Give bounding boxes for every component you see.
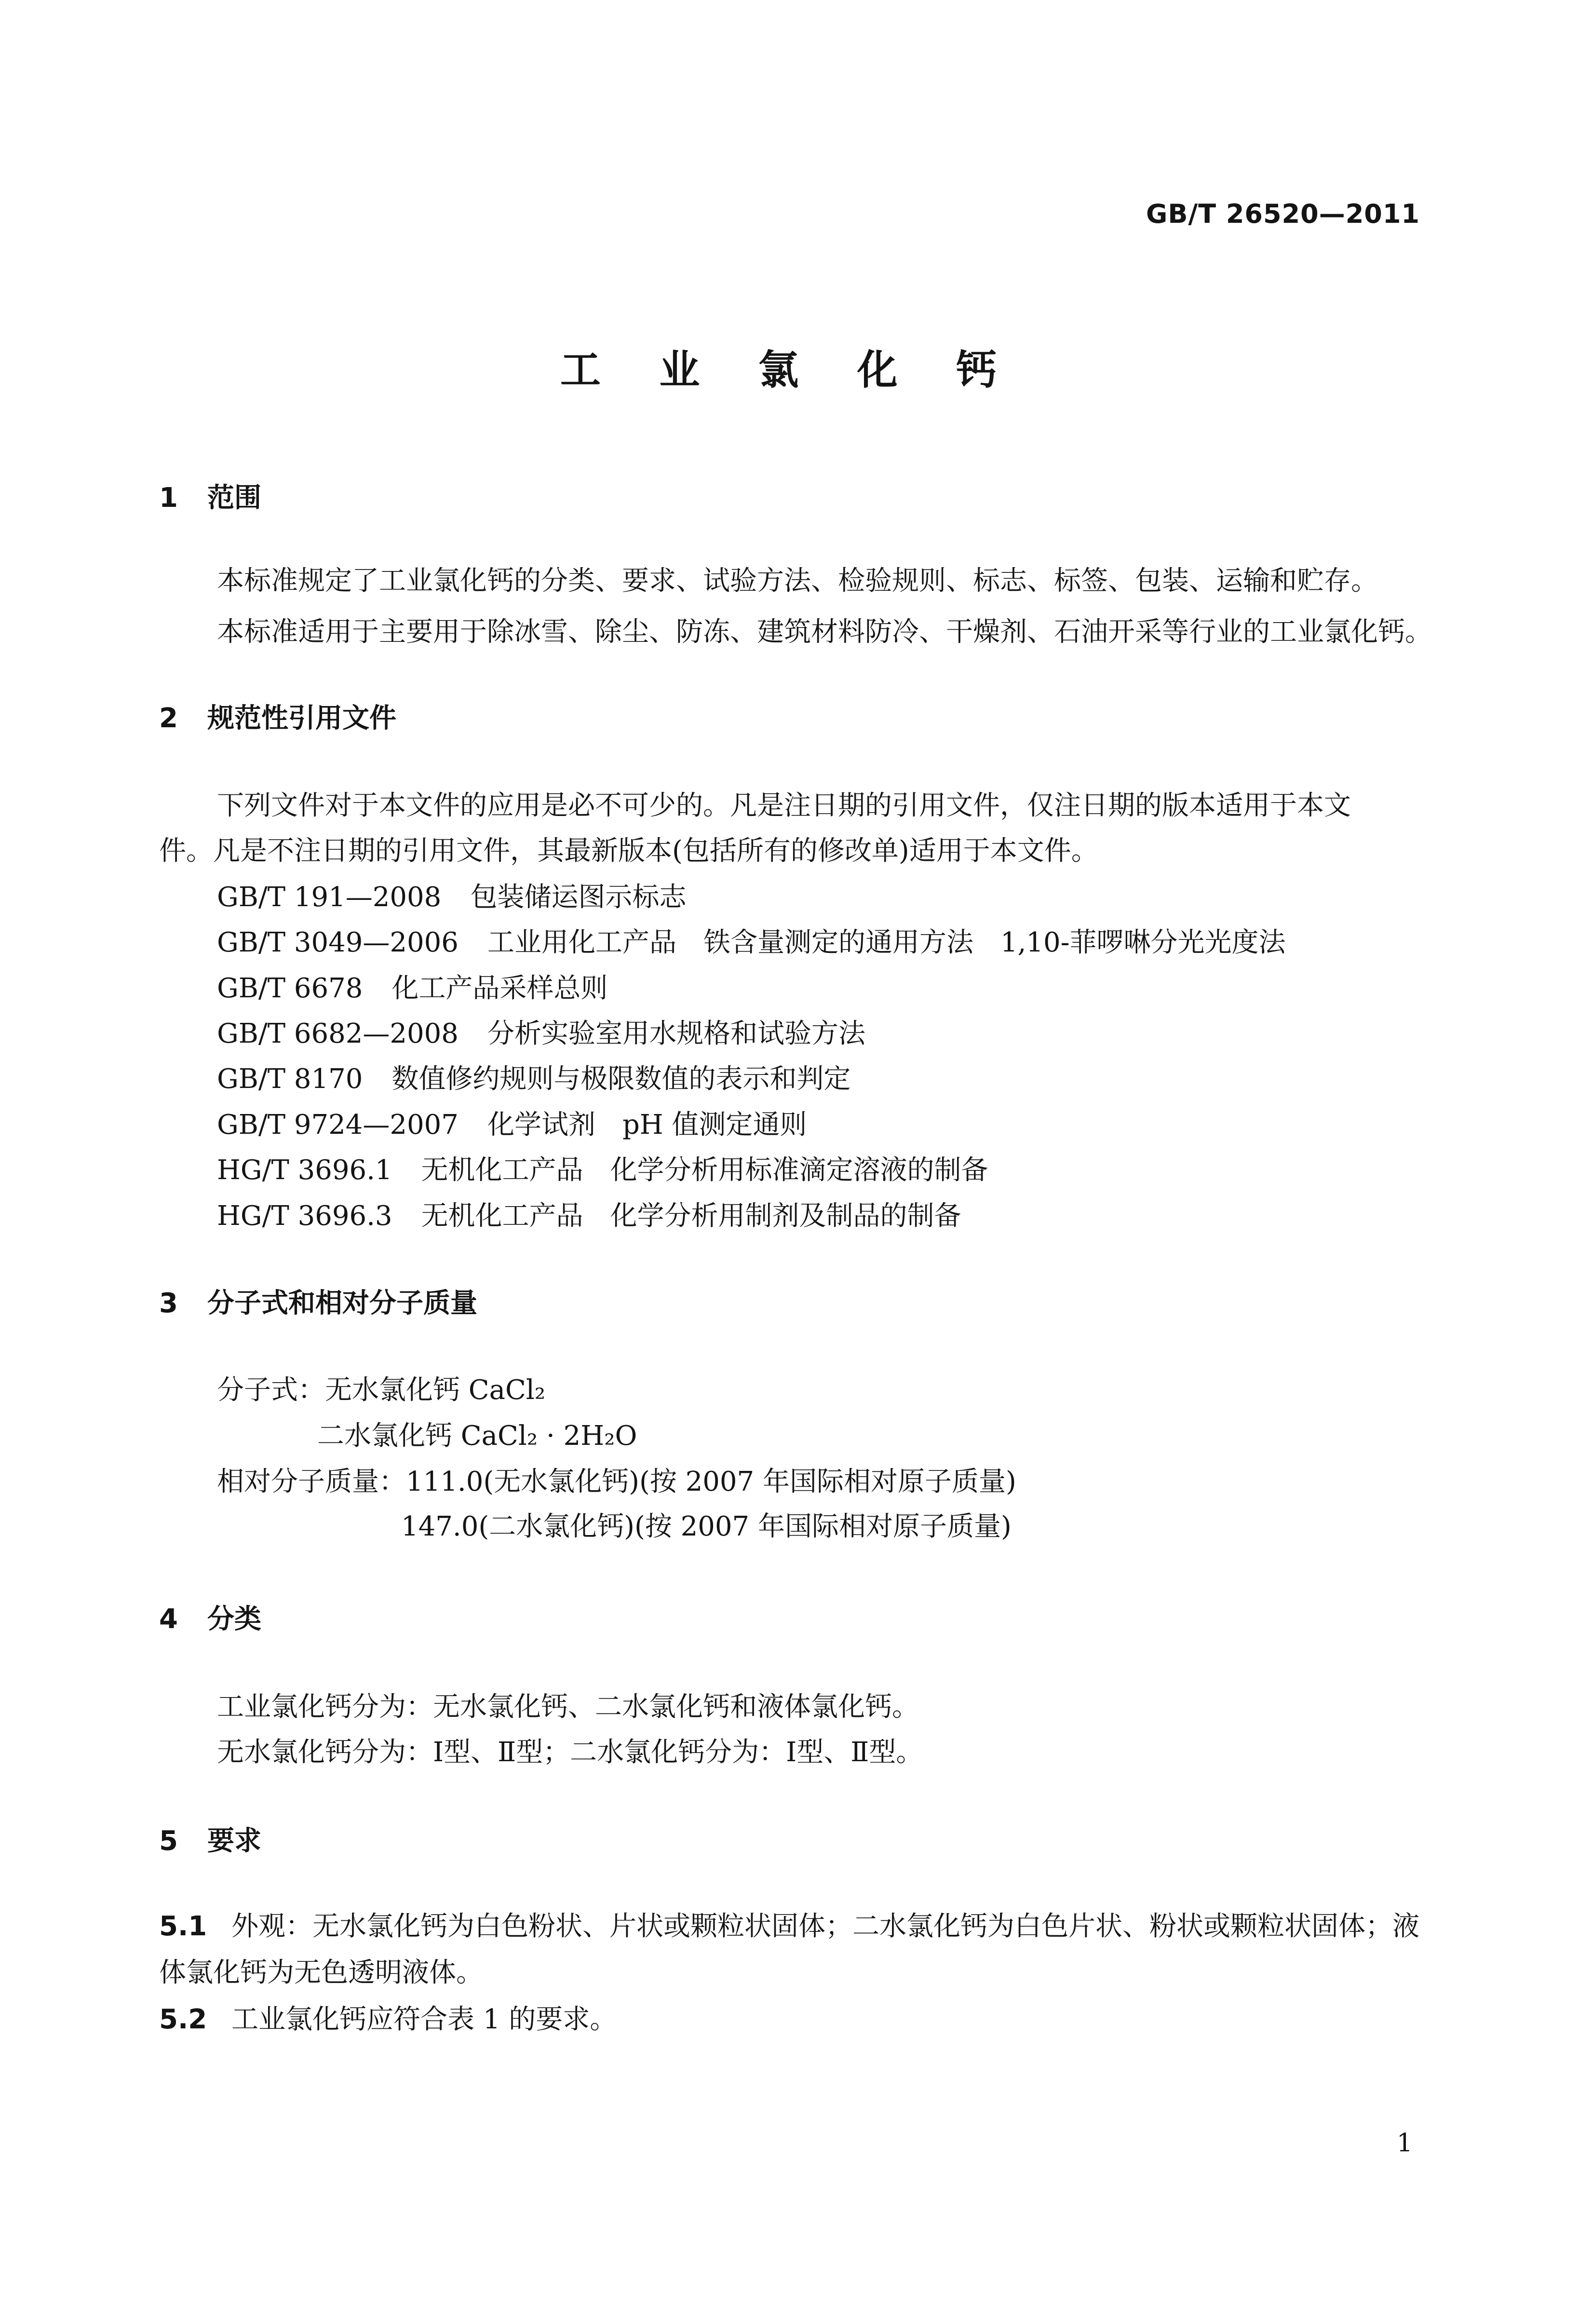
reference-code: GB/T 8170 bbox=[217, 1063, 363, 1095]
section-heading-classification bbox=[159, 1606, 261, 1633]
molar-mass-label: 相对分子质量： bbox=[217, 1466, 406, 1497]
reference-code: HG/T 3696.3 bbox=[217, 1200, 392, 1232]
section-title: 范围 bbox=[207, 482, 261, 514]
reference-code: GB/T 6682—2008 bbox=[217, 1018, 459, 1049]
reference-item bbox=[217, 929, 1286, 956]
reference-title: 工业用化工产品 铁含量测定的通用方法 1,10-菲啰啉分光光度法 bbox=[487, 927, 1286, 958]
section-number: 2 bbox=[159, 703, 178, 734]
reference-item bbox=[217, 1020, 865, 1047]
section-title: 要求 bbox=[207, 1825, 261, 1857]
section-heading-formula bbox=[159, 1290, 477, 1317]
section-number: 5 bbox=[159, 1825, 178, 1857]
reference-item bbox=[217, 1063, 851, 1095]
reference-code: HG/T 3696.1 bbox=[217, 1155, 392, 1186]
formula-anhydrous: 无水氯化钙 CaCl₂ bbox=[325, 1374, 546, 1406]
reference-code: GB/T 3049—2006 bbox=[217, 927, 459, 958]
reference-item bbox=[217, 1200, 961, 1232]
molar-mass-line-anhydrous bbox=[217, 1468, 1016, 1495]
classification-paragraph: 工业氯化钙分为：无水氯化钙、二水氯化钙和液体氯化钙。 bbox=[217, 1691, 919, 1723]
section-heading-scope bbox=[159, 482, 261, 514]
clause-text: 工业氯化钙应符合表 1 的要求。 bbox=[231, 2004, 617, 2035]
reference-title: 无机化工产品 化学分析用制剂及制品的制备 bbox=[421, 1200, 961, 1232]
clause-number: 5.1 bbox=[159, 1911, 207, 1942]
molar-mass-anhydrous: 111.0(无水氯化钙)(按 2007 年国际相对原子质量) bbox=[406, 1466, 1016, 1497]
section-number: 4 bbox=[159, 1604, 178, 1635]
reference-code: GB/T 6678 bbox=[217, 973, 363, 1004]
reference-item bbox=[217, 975, 607, 1002]
scope-paragraph: 本标准规定了工业氯化钙的分类、要求、试验方法、检验规则、标志、标签、包装、运输和贮存。 bbox=[217, 565, 1378, 597]
reference-title: 数值修约规则与极限数值的表示和判定 bbox=[391, 1063, 851, 1095]
document-number: GB/T 26520—2011 bbox=[1146, 199, 1420, 229]
reference-title: 化工产品采样总则 bbox=[391, 973, 608, 1004]
clause-number: 5.2 bbox=[159, 2004, 207, 2035]
clause-5-1-continued: 体氯化钙为无色透明液体。 bbox=[159, 1957, 483, 1988]
page-title: 工 业 氯 化 钙 bbox=[560, 346, 1019, 394]
reference-item bbox=[217, 884, 686, 911]
reference-title: 化学试剂 pH 值测定通则 bbox=[487, 1109, 807, 1141]
section-number: 1 bbox=[159, 482, 178, 514]
formula-line-anhydrous bbox=[217, 1374, 546, 1406]
reference-item bbox=[217, 1157, 988, 1184]
reference-code: GB/T 191—2008 bbox=[217, 882, 442, 913]
reference-title: 包装储运图示标志 bbox=[470, 882, 687, 913]
molar-mass-dihydrate: 147.0(二水氯化钙)(按 2007 年国际相对原子质量) bbox=[401, 1511, 1012, 1542]
section-number: 3 bbox=[159, 1288, 178, 1319]
scope-paragraph: 本标准适用于主要用于除冰雪、除尘、防冻、建筑材料防冷、干燥剂、石油开采等行业的工业氯化钙。 bbox=[217, 616, 1432, 648]
section-heading-requirements bbox=[159, 1825, 261, 1857]
formula-dihydrate: 二水氯化钙 CaCl₂ · 2H₂O bbox=[317, 1420, 637, 1452]
classification-paragraph: 无水氯化钙分为：Ⅰ型、Ⅱ型；二水氯化钙分为：Ⅰ型、Ⅱ型。 bbox=[217, 1737, 923, 1768]
section-title: 分类 bbox=[207, 1604, 261, 1635]
page-number: 1 bbox=[1396, 2129, 1413, 2158]
section-title: 分子式和相对分子质量 bbox=[207, 1288, 477, 1319]
normative-intro: 件。凡是不注日期的引用文件，其最新版本(包括所有的修改单)适用于本文件。 bbox=[159, 835, 1098, 867]
normative-intro: 下列文件对于本文件的应用是必不可少的。凡是注日期的引用文件，仅注日期的版本适用于本文 bbox=[217, 790, 1351, 821]
section-title: 规范性引用文件 bbox=[207, 703, 396, 734]
reference-title: 分析实验室用水规格和试验方法 bbox=[487, 1018, 865, 1049]
reference-code: GB/T 9724—2007 bbox=[217, 1109, 459, 1141]
reference-item bbox=[217, 1109, 807, 1141]
clause-text: 外观：无水氯化钙为白色粉状、片状或颗粒状固体；二水氯化钙为白色片状、粉状或颗粒状固体；液 bbox=[231, 1911, 1419, 1942]
reference-title: 无机化工产品 化学分析用标准滴定溶液的制备 bbox=[421, 1155, 988, 1186]
clause-5-1 bbox=[159, 1913, 1419, 1940]
formula-label: 分子式： bbox=[217, 1374, 325, 1406]
section-heading-normative bbox=[159, 705, 396, 732]
clause-5-2 bbox=[159, 2006, 617, 2033]
